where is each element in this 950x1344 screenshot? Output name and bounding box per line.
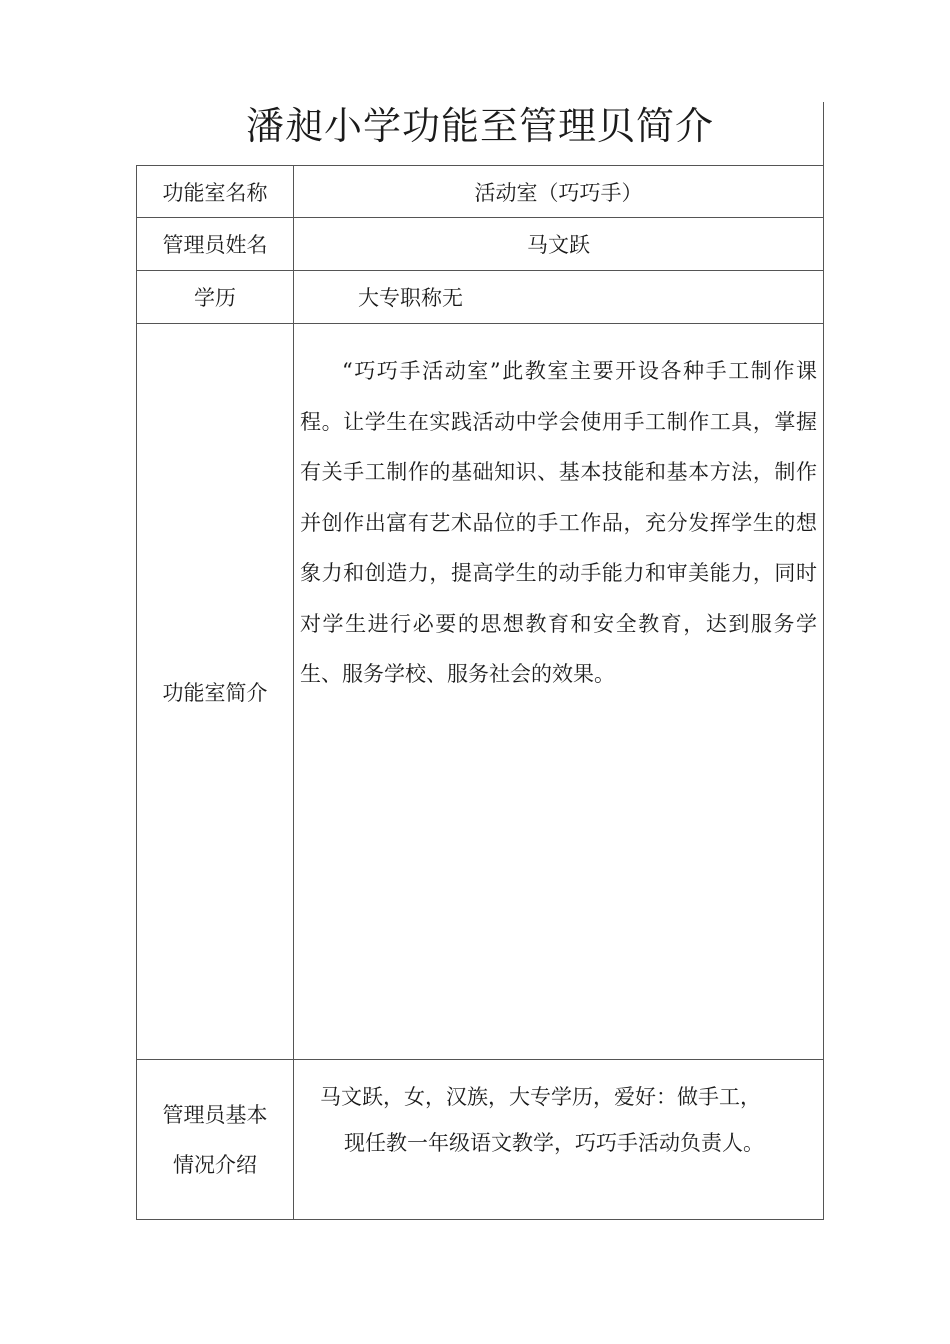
- page-title: 潘昶小学功能至管理贝简介: [245, 104, 714, 148]
- room-intro-text: “巧巧手活动室”此教室主要开设各种手工制作课程。让学生在实践活动中学会使用手工制作工具，掌握有关手工制作的基础知识、基本技能和基本方法，制作并创作出富有艺术品位的手工作品，充分发挥学生的想象力和创造力，提高学生的动手能力和审美能力，同时对学生进行必要的思想教育和安全教育，达到服务学生、服务学校、服务社会的效果。: [300, 359, 817, 686]
- room-intro-cell: [294, 324, 824, 1060]
- table-row: [137, 166, 824, 218]
- room-intro-label: 功能室简介: [137, 324, 294, 1060]
- table-row: [137, 324, 824, 1060]
- table-row: [137, 1060, 824, 1220]
- education-value: 大专职称无: [294, 271, 824, 324]
- room-name-value: 活动室（巧巧手）: [294, 166, 824, 218]
- table-row: [137, 218, 824, 271]
- education-label: 学历: [137, 271, 294, 324]
- manager-name-value: 马文跃: [294, 218, 824, 271]
- manager-basic-label-line2: 情况介绍: [173, 1152, 257, 1177]
- manager-basic-label-line1: 管理员基本: [162, 1102, 268, 1127]
- manager-basic-label: [137, 1060, 294, 1220]
- title-divider: [823, 102, 824, 166]
- manager-basic-line2: 现任教一年级语文教学，巧巧手活动负责人。: [344, 1131, 764, 1155]
- room-name-label: 功能室名称: [137, 166, 294, 218]
- manager-basic-cell: [294, 1060, 824, 1220]
- profile-table: [136, 165, 824, 1220]
- manager-name-label: 管理员姓名: [137, 218, 294, 271]
- table-row: [137, 271, 824, 324]
- manager-basic-line1: 马文跃，女，汉族，大专学历，爱好：做手工，: [320, 1085, 761, 1109]
